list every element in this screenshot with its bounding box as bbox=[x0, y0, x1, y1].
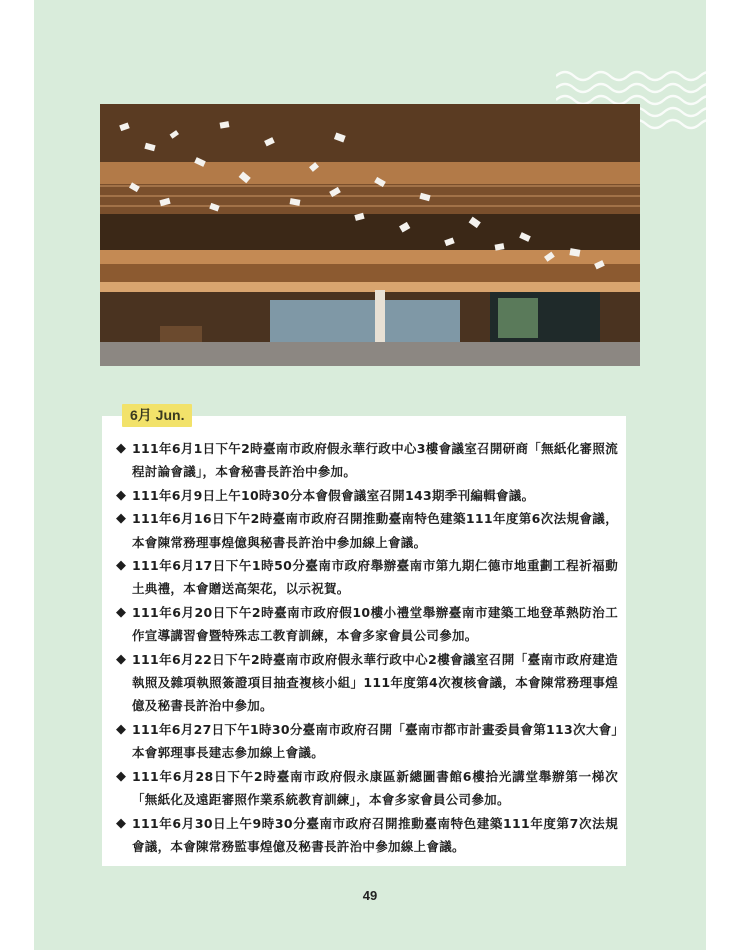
entry-text: 111年6月30日上午9時30分臺南市政府召開推動臺南特色建築111年度第7次法規會議，本會陳常務監事煌億及秘書長許治中參加線上會議。 bbox=[132, 815, 618, 854]
list-item bbox=[116, 601, 618, 648]
diamond-bullet-icon: ◆ bbox=[116, 721, 127, 737]
event-list bbox=[116, 437, 618, 858]
entry-text: 111年6月17日下午1時50分臺南市政府舉辦臺南市第九期仁德市地重劃工程祈福動土典禮，本會贈送高架花，以示祝賀。 bbox=[132, 558, 618, 597]
page-number: 49 bbox=[362, 888, 378, 903]
entry-text: 111年6月28日下午2時臺南市政府假永康區新總圖書館6樓拾光講堂舉辦第一梯次「無紙化及遠距審照作業系統教育訓練」，本會多家會員公司參加。 bbox=[132, 768, 618, 808]
entry-text: 111年6月1日下午2時臺南市政府假永華行政中心3樓會議室召開研商「無紙化審照流程討論會議」，本會秘書長許治中參加。 bbox=[132, 441, 618, 480]
entry-text: 111年6月27日下午1時30分臺南市政府召開「臺南市都市計畫委員會第113次大會」本會郭理事長建志參加線上會議。 bbox=[132, 721, 618, 761]
diamond-bullet-icon: ◆ bbox=[116, 558, 127, 574]
list-item bbox=[116, 765, 618, 812]
entry-text: 111年6月9日上午10時30分本會假會議室召開143期季刊編輯會議。 bbox=[132, 487, 535, 503]
entry-text: 111年6月20日下午2時臺南市政府假10樓小禮堂舉辦臺南市建築工地登革熱防治工作宣導講習會暨特殊志工教育訓練，本會多家會員公司參加。 bbox=[132, 604, 618, 644]
entry-text: 111年6月22日下午2時臺南市政府假永華行政中心2樓會議室召開「臺南市政府建造執照及雜項執照簽證項目抽查複核小組」111年度第4次複核會議，本會陳常務理事煌億及秘書長許治中參加。 bbox=[132, 651, 618, 714]
library-lobby-photo bbox=[100, 104, 640, 366]
diamond-bullet-icon: ◆ bbox=[116, 441, 127, 456]
list-item bbox=[116, 507, 618, 554]
list-item bbox=[116, 648, 618, 718]
diamond-bullet-icon: ◆ bbox=[116, 511, 127, 527]
list-item bbox=[116, 718, 618, 765]
diamond-bullet-icon: ◆ bbox=[116, 651, 127, 667]
list-item bbox=[116, 554, 618, 601]
diamond-bullet-icon: ◆ bbox=[116, 815, 127, 831]
list-item bbox=[116, 812, 618, 859]
diamond-bullet-icon: ◆ bbox=[116, 487, 127, 503]
month-tag: 6月 Jun. bbox=[122, 404, 192, 427]
list-item bbox=[116, 437, 618, 484]
list-item bbox=[116, 484, 618, 507]
diamond-bullet-icon: ◆ bbox=[116, 768, 127, 784]
diamond-bullet-icon: ◆ bbox=[116, 604, 127, 620]
entry-text: 111年6月16日下午2時臺南市政府召開推動臺南特色建築111年度第6次法規會議，本會陳常務理事煌億與秘書長許治中參加線上會議。 bbox=[132, 511, 618, 550]
